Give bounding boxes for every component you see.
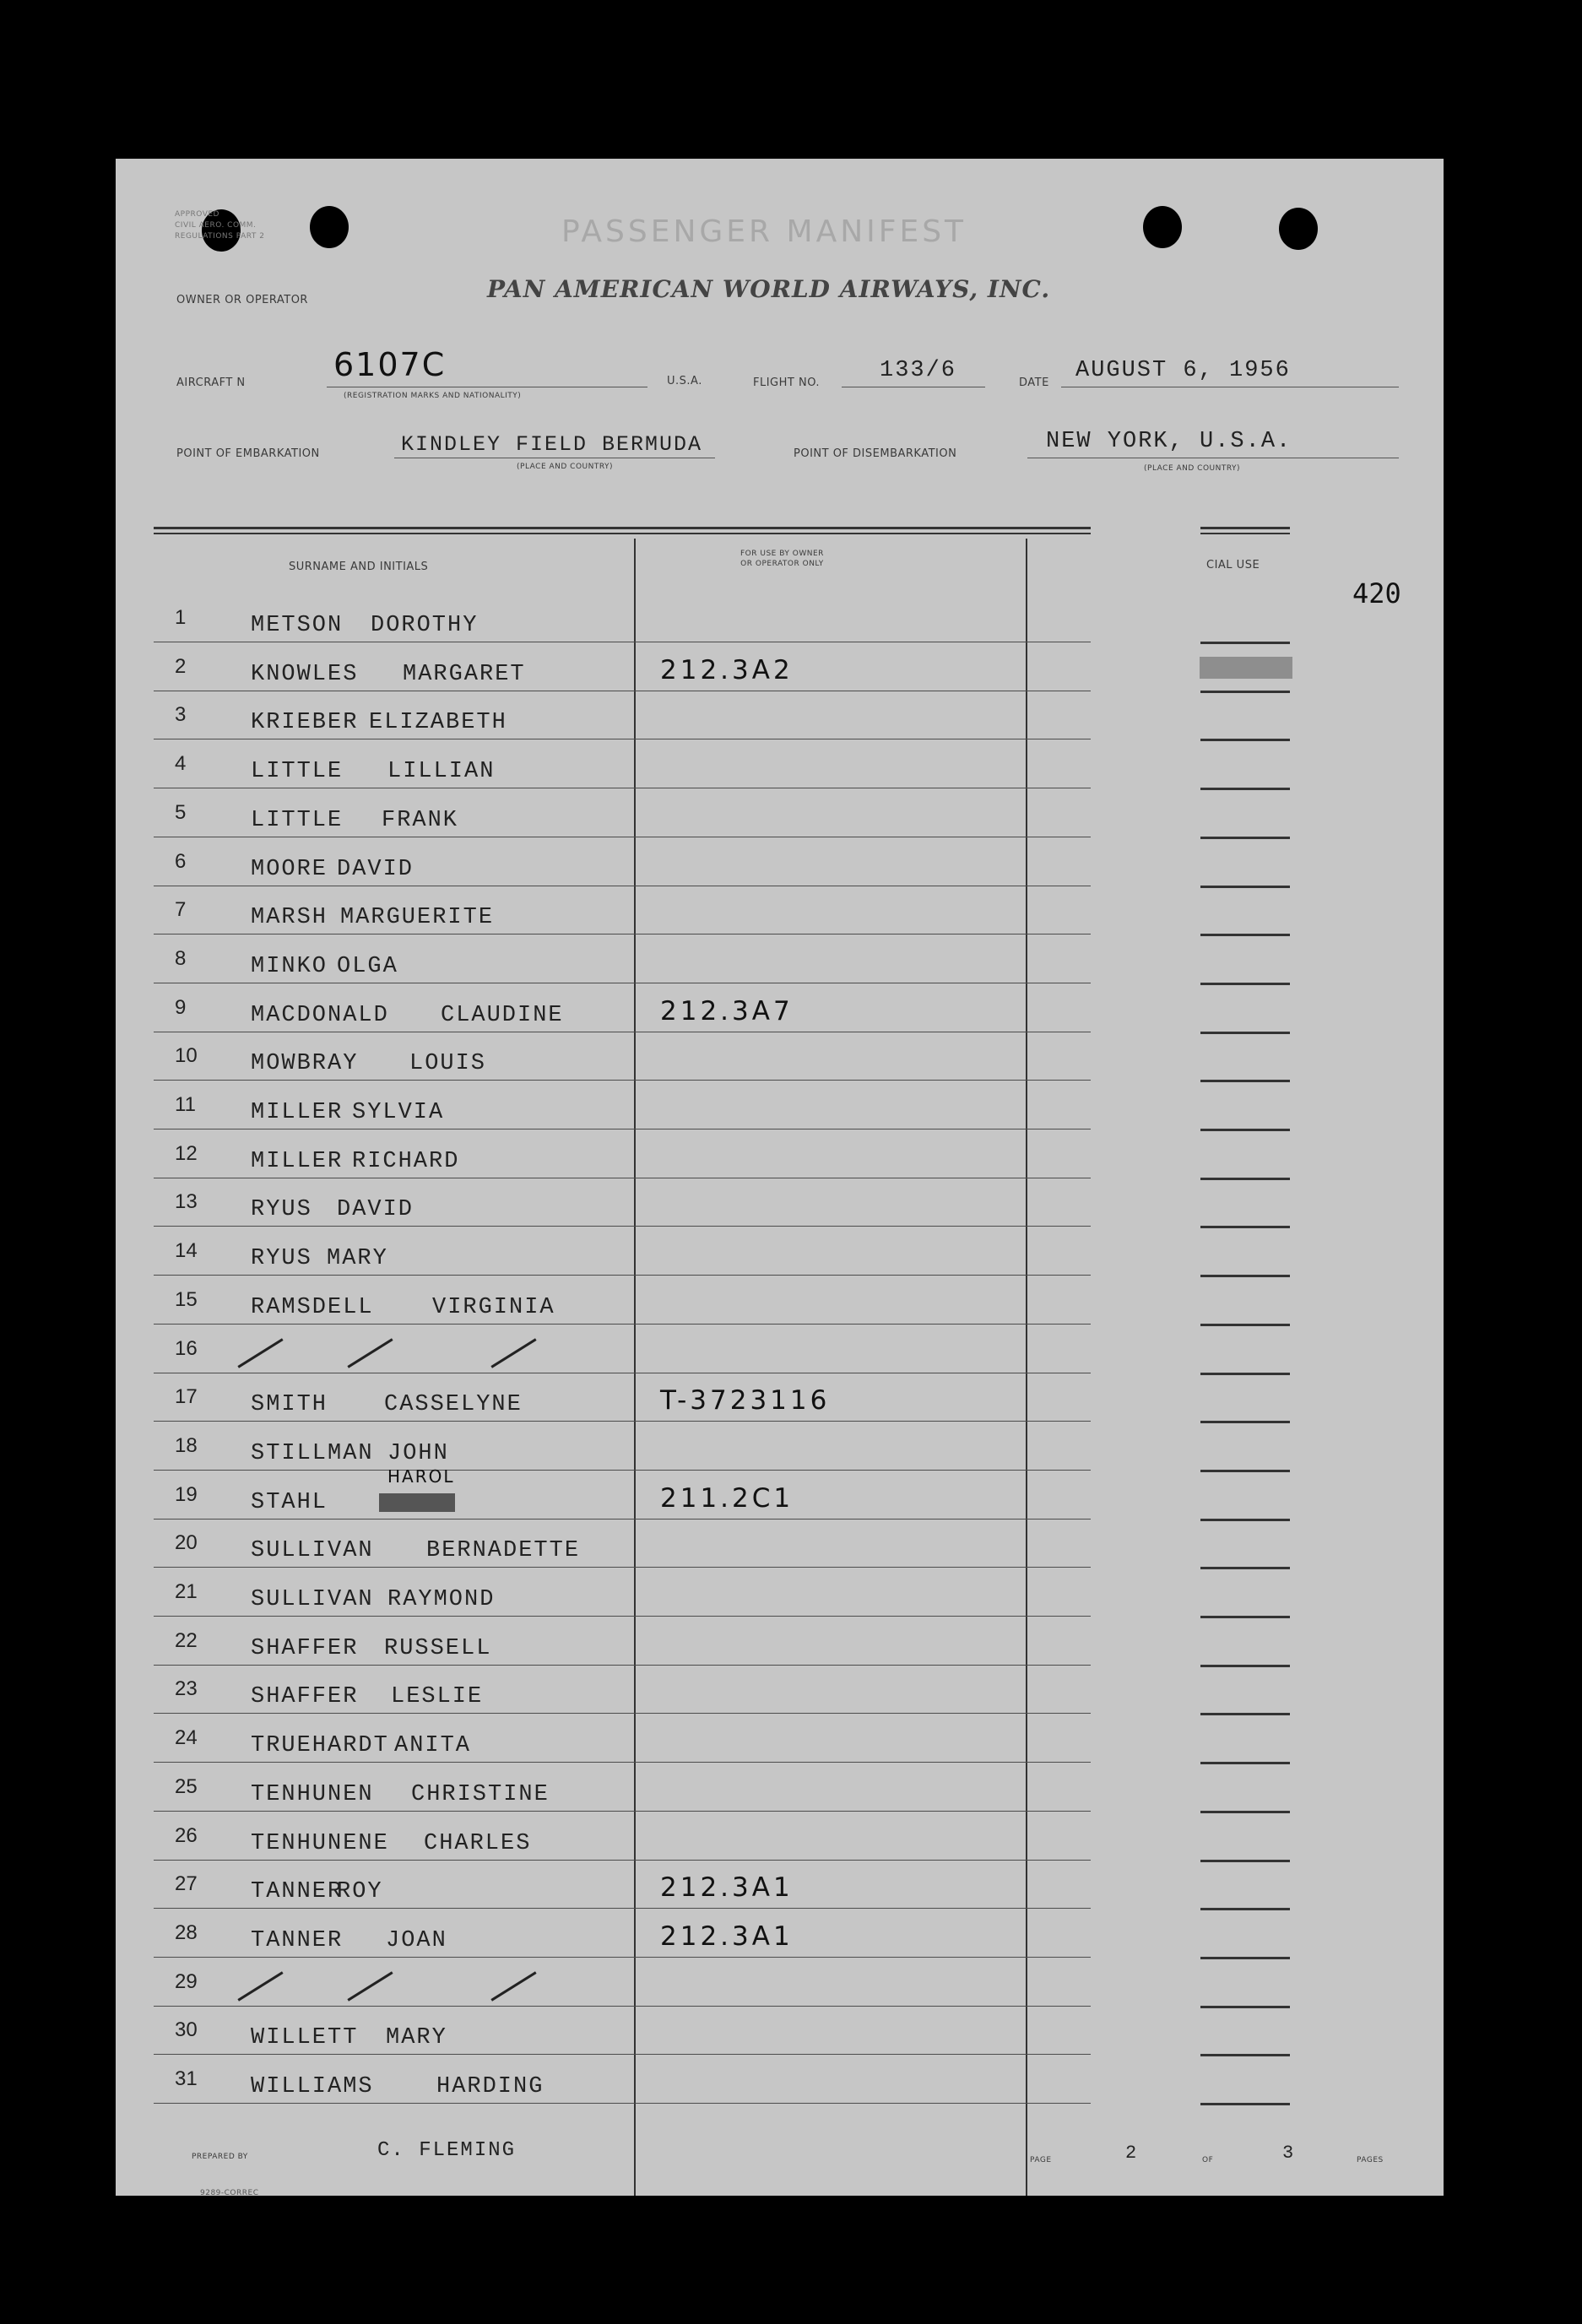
aircraft-sublabel: (REGISTRATION MARKS AND NATIONALITY) xyxy=(344,392,522,400)
official-column-tick xyxy=(1200,691,1290,693)
row-number: 27 xyxy=(175,1872,198,1896)
flight-label: FLIGHT NO. xyxy=(753,376,821,389)
row-number: 2 xyxy=(175,654,187,678)
passenger-given-name: LOUIS xyxy=(409,1051,487,1077)
row-rule xyxy=(154,1860,1091,1861)
row-number: 4 xyxy=(175,752,187,776)
official-column-tick xyxy=(1200,1080,1290,1082)
passenger-given-name: ELIZABETH xyxy=(369,710,507,736)
official-column-tick xyxy=(1200,1957,1290,1959)
row-number: 28 xyxy=(175,1920,198,1944)
page-label: PAGE xyxy=(1030,2156,1052,2164)
row-number: 22 xyxy=(175,1628,198,1652)
row-number: 25 xyxy=(175,1774,198,1798)
erasure-mark xyxy=(1200,657,1292,679)
passenger-surname: WILLIAMS xyxy=(251,2074,374,2099)
row-rule xyxy=(154,1616,1091,1617)
strike-mark xyxy=(490,1971,536,2001)
row-rule xyxy=(154,1275,1091,1276)
passenger-given-name: RUSSELL xyxy=(384,1635,492,1661)
passenger-given-name: ROY xyxy=(337,1879,383,1905)
official-column-tick xyxy=(1200,1519,1290,1521)
official-column-tick xyxy=(1200,1908,1290,1910)
flight-value: 133/6 xyxy=(880,358,957,383)
prepared-by: C. FLEMING xyxy=(377,2139,517,2162)
punch-hole xyxy=(1143,206,1182,248)
row-number: 26 xyxy=(175,1823,198,1847)
official-column-tick xyxy=(1200,1713,1290,1715)
row-rule xyxy=(154,1324,1091,1325)
row-rule xyxy=(154,1957,1091,1958)
row-number: 7 xyxy=(175,898,187,922)
embark-label: POINT OF EMBARKATION xyxy=(176,447,320,460)
col-header-official: CIAL USE xyxy=(1206,559,1260,572)
strike-mark xyxy=(237,1338,283,1368)
passenger-given-name: CHRISTINE xyxy=(411,1781,550,1807)
operator-code: 212.3A7 xyxy=(660,995,794,1027)
official-column-tick xyxy=(1200,1762,1290,1764)
official-column-tick xyxy=(1200,1665,1290,1667)
row-number: 9 xyxy=(175,995,187,1019)
row-number: 29 xyxy=(175,1969,198,1993)
passenger-surname: TANNER xyxy=(251,1879,344,1905)
row-number: 30 xyxy=(175,2018,198,2042)
row-rule xyxy=(154,1665,1091,1666)
passenger-given-name: RAYMOND xyxy=(387,1587,496,1612)
row-number: 17 xyxy=(175,1385,198,1409)
operator-code: T-3723116 xyxy=(660,1385,831,1417)
passenger-surname: MOORE xyxy=(251,856,328,882)
passenger-surname: RYUS xyxy=(251,1197,312,1223)
row-rule xyxy=(154,1762,1091,1763)
handwritten-correction: HAROL xyxy=(387,1465,455,1487)
row-number: 24 xyxy=(175,1726,198,1750)
row-number: 23 xyxy=(175,1677,198,1701)
page-total: 3 xyxy=(1282,2143,1296,2164)
operator-code: 212.3A1 xyxy=(660,1872,794,1904)
page-ref-number: 420 xyxy=(1352,577,1401,609)
official-column-tick xyxy=(1200,837,1290,839)
passenger-given-name: CLAUDINE xyxy=(441,1002,564,1028)
official-column-tick xyxy=(1200,2103,1290,2105)
row-number: 3 xyxy=(175,703,187,727)
official-column-tick xyxy=(1200,1811,1290,1813)
operator-code: 212.3A2 xyxy=(660,654,794,685)
passenger-given-name: VIRGINIA xyxy=(432,1294,555,1320)
date-value: AUGUST 6, 1956 xyxy=(1075,358,1291,383)
row-number: 16 xyxy=(175,1336,198,1360)
passenger-surname: KNOWLES xyxy=(251,661,359,687)
official-column-tick xyxy=(1200,2006,1290,2008)
passenger-surname: MILLER xyxy=(251,1148,344,1174)
passenger-surname: TRUEHARDT xyxy=(251,1733,389,1759)
passenger-given-name: RICHARD xyxy=(352,1148,460,1174)
official-column-tick xyxy=(1200,1129,1290,1131)
passenger-given-name: LILLIAN xyxy=(387,759,496,785)
passenger-given-name: DOROTHY xyxy=(371,613,479,638)
passenger-given-name: DAVID xyxy=(337,856,414,882)
official-column-tick xyxy=(1200,788,1290,790)
row-number: 13 xyxy=(175,1190,198,1214)
passenger-surname: STILLMAN xyxy=(251,1440,374,1466)
passenger-given-name: ANITA xyxy=(394,1733,472,1759)
header-rule xyxy=(154,527,1091,529)
official-column-tick xyxy=(1200,1032,1290,1034)
passenger-surname: METSON xyxy=(251,613,344,638)
col-header-owner: FOR USE BY OWNER OR OPERATOR ONLY xyxy=(740,550,824,568)
passenger-given-name: MARGARET xyxy=(403,661,526,687)
row-number: 19 xyxy=(175,1482,198,1506)
official-column-tick xyxy=(1200,1275,1290,1277)
passenger-given-name: LESLIE xyxy=(391,1684,484,1710)
passenger-given-name: BERNADETTE xyxy=(426,1538,581,1564)
passenger-given-name: DAVID xyxy=(337,1197,414,1223)
official-column-tick xyxy=(1200,642,1290,644)
passenger-surname: KRIEBER xyxy=(251,710,359,736)
passenger-surname: TENHUNENE xyxy=(251,1830,389,1856)
pages-label: PAGES xyxy=(1357,2156,1384,2164)
row-rule xyxy=(154,1470,1091,1471)
aircraft-value: 6107C xyxy=(333,346,447,383)
official-column-tick xyxy=(1200,1324,1290,1326)
passenger-surname: SULLIVAN xyxy=(251,1587,374,1612)
official-column-tick xyxy=(1200,1421,1290,1423)
approval-stamp: APPROVED CIVIL AERO. COMM. REGULATIONS PART 2 xyxy=(175,210,265,241)
passenger-given-name: MARY xyxy=(386,2025,447,2051)
embark-value: KINDLEY FIELD BERMUDA xyxy=(401,432,703,457)
punch-hole xyxy=(1279,208,1318,250)
passenger-given-name: JOAN xyxy=(386,1927,447,1953)
header-rule xyxy=(1200,533,1290,534)
official-column-tick xyxy=(1200,739,1290,741)
official-column-tick xyxy=(1200,934,1290,936)
official-column-tick xyxy=(1200,886,1290,888)
passenger-surname: WILLETT xyxy=(251,2025,359,2051)
official-column-tick xyxy=(1200,1470,1290,1472)
official-column-tick xyxy=(1200,1226,1290,1228)
row-rule xyxy=(154,1713,1091,1714)
passenger-given-name: OLGA xyxy=(337,953,398,979)
embark-sublabel: (PLACE AND COUNTRY) xyxy=(517,463,614,471)
date-label: DATE xyxy=(1019,376,1049,389)
passenger-given-name: JOHN xyxy=(387,1440,449,1466)
header-rule xyxy=(154,533,1091,534)
passenger-surname: RAMSDELL xyxy=(251,1294,374,1320)
row-number: 10 xyxy=(175,1044,198,1068)
row-rule xyxy=(154,1226,1091,1227)
form-title: PASSENGER MANIFEST xyxy=(561,214,967,249)
row-number: 15 xyxy=(175,1287,198,1311)
col-header-name: SURNAME AND INITIALS xyxy=(289,561,429,573)
operator-code: 212.3A1 xyxy=(660,1920,794,1952)
official-column-tick xyxy=(1200,1567,1290,1569)
strike-mark xyxy=(347,1338,393,1368)
official-column-tick xyxy=(1200,983,1290,985)
passenger-surname: SHAFFER xyxy=(251,1635,359,1661)
operator-code: 211.2C1 xyxy=(660,1482,794,1514)
row-number: 21 xyxy=(175,1580,198,1603)
passenger-given-name: CHARLES xyxy=(424,1830,532,1856)
passenger-given-name: FRANK xyxy=(382,807,459,833)
row-number: 12 xyxy=(175,1141,198,1165)
disembark-label: POINT OF DISEMBARKATION xyxy=(794,447,957,460)
passenger-surname: SMITH xyxy=(251,1392,328,1418)
passenger-surname: RYUS xyxy=(251,1246,312,1272)
passenger-given-name: MARGUERITE xyxy=(340,905,495,931)
row-number: 1 xyxy=(175,606,187,629)
passenger-given-name: CASSELYNE xyxy=(384,1392,523,1418)
row-number: 11 xyxy=(175,1093,196,1116)
row-number: 6 xyxy=(175,849,187,873)
row-number: 31 xyxy=(175,2067,198,2090)
row-rule xyxy=(154,1080,1091,1081)
punch-hole xyxy=(310,206,349,248)
row-rule xyxy=(154,1519,1091,1520)
row-number: 5 xyxy=(175,800,187,824)
passenger-given-name: MARY xyxy=(327,1246,388,1272)
passenger-surname: SULLIVAN xyxy=(251,1538,374,1564)
passenger-given-name: HARDING xyxy=(436,2074,544,2099)
row-number: 8 xyxy=(175,946,187,970)
row-rule xyxy=(154,2054,1091,2055)
strike-mark xyxy=(237,1971,283,2001)
official-column-tick xyxy=(1200,2054,1290,2056)
struck-given-name xyxy=(379,1493,455,1512)
owner-name: PAN AMERICAN WORLD AIRWAYS, INC. xyxy=(487,275,1051,303)
official-column-tick xyxy=(1200,1860,1290,1862)
prepared-label: PREPARED BY xyxy=(192,2153,248,2161)
row-rule xyxy=(154,1421,1091,1422)
passenger-surname: SHAFFER xyxy=(251,1684,359,1710)
owner-label: OWNER OR OPERATOR xyxy=(176,294,308,306)
passenger-surname: MOWBRAY xyxy=(251,1051,359,1077)
strike-mark xyxy=(490,1338,536,1368)
usa-label: U.S.A. xyxy=(667,375,702,387)
passenger-surname: STAHL xyxy=(251,1489,328,1515)
of-label: OF xyxy=(1202,2156,1214,2164)
row-rule xyxy=(154,1811,1091,1812)
row-number: 18 xyxy=(175,1433,198,1457)
strike-mark xyxy=(347,1971,393,2001)
disembark-sublabel: (PLACE AND COUNTRY) xyxy=(1144,464,1241,473)
official-column-tick xyxy=(1200,1373,1290,1375)
row-rule xyxy=(154,2103,1091,2104)
passenger-surname: MACDONALD xyxy=(251,1002,389,1028)
row-number: 20 xyxy=(175,1531,198,1555)
disembark-value: NEW YORK, U.S.A. xyxy=(1046,429,1292,454)
page-number: 2 xyxy=(1125,2143,1139,2164)
passenger-surname: MARSH xyxy=(251,905,328,931)
row-rule xyxy=(154,2006,1091,2007)
passenger-surname: TANNER xyxy=(251,1927,344,1953)
official-column-tick xyxy=(1200,1616,1290,1618)
row-rule xyxy=(154,1908,1091,1909)
row-rule xyxy=(154,1567,1091,1568)
passenger-surname: MILLER xyxy=(251,1100,344,1125)
manifest-sheet xyxy=(116,159,1444,2196)
passenger-given-name: SYLVIA xyxy=(352,1100,445,1125)
passenger-surname: MINKO xyxy=(251,953,328,979)
official-column-tick xyxy=(1200,1178,1290,1180)
passenger-surname: LITTLE xyxy=(251,759,344,785)
passenger-surname: LITTLE xyxy=(251,807,344,833)
passenger-surname: TENHUNEN xyxy=(251,1781,374,1807)
aircraft-label: AIRCRAFT N xyxy=(176,376,246,389)
header-rule xyxy=(1200,527,1290,529)
row-number: 14 xyxy=(175,1239,198,1263)
form-code: 9289-CORREC xyxy=(200,2189,259,2196)
